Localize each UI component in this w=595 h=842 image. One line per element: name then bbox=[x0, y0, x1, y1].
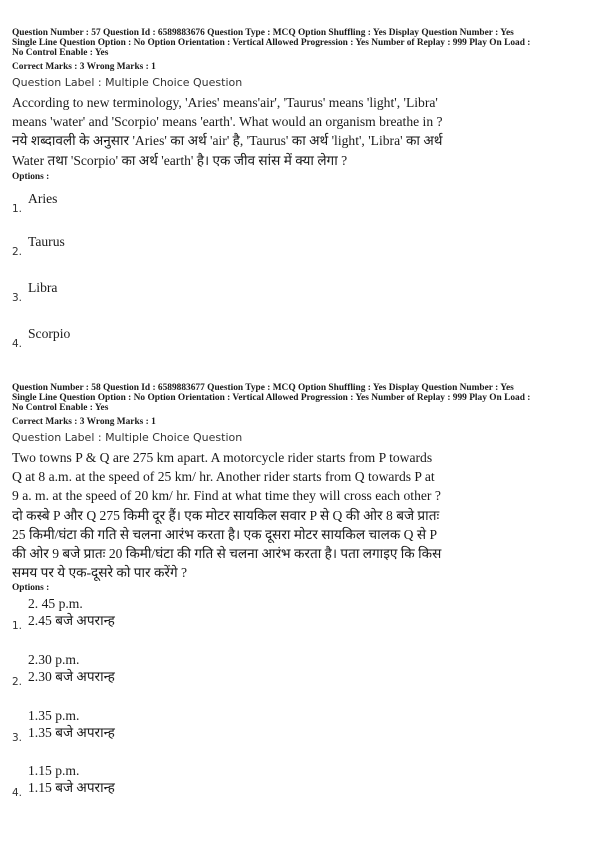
q57-option-2[interactable] bbox=[12, 233, 312, 263]
q57-text-line: According to new terminology, 'Aries' means'air', 'Taurus' means 'light', 'Libra' bbox=[12, 95, 438, 110]
q57-meta-line: Single Line Question Option : No Option Orientation : Vertical Allowed Progression : Yes Number of Replay : 999 Play On Load : bbox=[12, 38, 531, 48]
option-text: 2.30 p.m. bbox=[28, 652, 80, 667]
option-text-hindi: 2.30 बजे अपरान्ह bbox=[28, 669, 115, 684]
q58-text-line: 9 a. m. at the speed of 20 km/ hr. Find at what time they will cross each other ? bbox=[12, 488, 441, 504]
q58-meta bbox=[12, 383, 582, 413]
q58-text-line: की ओर 9 बजे प्रातः 20 किमी/घंटा की गति से चलना आरंभ करता है। पता लगाइए कि किस bbox=[12, 546, 442, 562]
q57-option-1[interactable] bbox=[12, 190, 312, 220]
q58-text-line: Two towns P & Q are 275 km apart. A motorcycle rider starts from P towards bbox=[12, 450, 433, 465]
q58-question-label: Question Label : Multiple Choice Question bbox=[12, 431, 243, 444]
q58-option-4[interactable] bbox=[12, 762, 312, 802]
option-text: Taurus bbox=[28, 234, 65, 249]
q57-meta-line: No Control Enable : Yes bbox=[12, 48, 109, 58]
q57-options-header: Options : bbox=[12, 172, 50, 182]
q58-meta-line: Single Line Question Option : No Option Orientation : Vertical Allowed Progression : Yes Number of Replay : 999 Play On Load : bbox=[12, 393, 531, 403]
q58-text-line: दो कस्बे P और Q 275 किमी दूर हैं। एक मोटर सायकिल सवार P से Q की ओर 8 बजे प्रातः bbox=[12, 507, 440, 523]
q58-options-header: Options : bbox=[12, 583, 50, 593]
q58-option-1[interactable] bbox=[12, 595, 312, 635]
q58-option-3[interactable] bbox=[12, 707, 312, 747]
q57-text-line: Water तथा 'Scorpio' का अर्थ 'earth' है। एक जीव सांस में क्या लेगा ? bbox=[12, 152, 348, 168]
option-number: 2. bbox=[12, 246, 23, 258]
q57-text-line: means 'water' and 'Scorpio' means 'earth'. What would an organism breathe in ? bbox=[12, 114, 443, 130]
option-number: 3. bbox=[12, 732, 23, 744]
option-text: Libra bbox=[28, 280, 58, 295]
option-text: 2. 45 p.m. bbox=[28, 596, 83, 611]
q58-option-2[interactable] bbox=[12, 651, 312, 691]
q58-question-text bbox=[12, 448, 587, 582]
option-text-hindi: 1.15 बजे अपरान्ह bbox=[28, 780, 115, 795]
option-number: 2. bbox=[12, 676, 23, 688]
q57-marks: Correct Marks : 3 Wrong Marks : 1 bbox=[12, 62, 156, 72]
q58-text-line: Q at 8 a.m. at the speed of 25 km/ hr. Another rider starts from Q towards P at bbox=[12, 469, 435, 485]
option-text-hindi: 2.45 बजे अपरान्ह bbox=[28, 613, 115, 628]
q58-marks: Correct Marks : 3 Wrong Marks : 1 bbox=[12, 417, 156, 427]
option-text: 1.15 p.m. bbox=[28, 763, 80, 778]
option-text-hindi: 1.35 बजे अपरान्ह bbox=[28, 725, 115, 740]
option-number: 4. bbox=[12, 338, 23, 350]
q57-question-text bbox=[12, 93, 587, 170]
option-number: 4. bbox=[12, 787, 23, 799]
q57-text-line: नये शब्दावली के अनुसार 'Aries' का अर्थ 'air' है, 'Taurus' का अर्थ 'light', 'Libra' का अर्थ bbox=[12, 133, 443, 149]
q57-option-4[interactable] bbox=[12, 325, 312, 355]
q57-option-3[interactable] bbox=[12, 279, 312, 309]
option-number: 3. bbox=[12, 292, 23, 304]
option-text: 1.35 p.m. bbox=[28, 708, 80, 723]
q58-text-line: समय पर ये एक-दूसरे को पार करेंगे ? bbox=[12, 565, 188, 581]
q58-text-line: 25 किमी/घंटा की गति से चलना आरंभ करता है। एक दूसरा मोटर सायकिल चालक Q से P bbox=[12, 526, 438, 542]
q58-meta-line: No Control Enable : Yes bbox=[12, 403, 109, 413]
q57-meta-line: Question Number : 57 Question Id : 6589883676 Question Type : MCQ Option Shuffling : Yes Display Question Number : Yes bbox=[12, 28, 514, 38]
option-number: 1. bbox=[12, 620, 23, 632]
option-number: 1. bbox=[12, 203, 23, 215]
q58-meta-line: Question Number : 58 Question Id : 6589883677 Question Type : MCQ Option Shuffling : Yes Display Question Number : Yes bbox=[12, 383, 514, 393]
option-text: Scorpio bbox=[28, 326, 71, 341]
option-text: Aries bbox=[28, 191, 58, 206]
q57-meta bbox=[12, 28, 582, 58]
q57-question-label: Question Label : Multiple Choice Question bbox=[12, 76, 243, 89]
